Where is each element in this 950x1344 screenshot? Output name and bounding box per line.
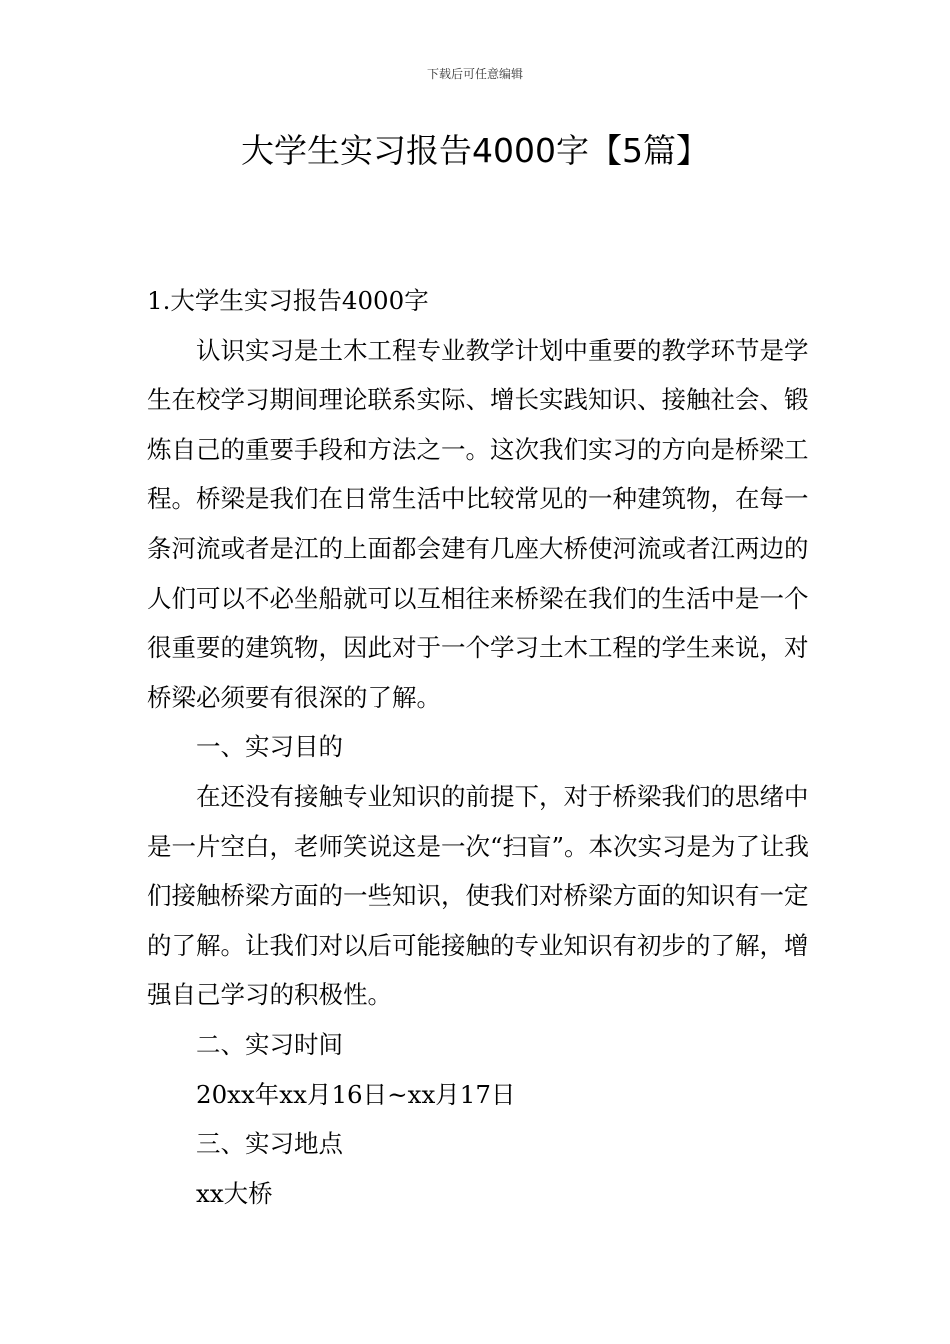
header-note: 下载后可任意编辑 bbox=[426, 67, 523, 81]
intro-paragraph: 认识实习是土木工程专业教学计划中重要的教学环节是学生在校学习期间理论联系实际、增长实践知识、接触社会、锻炼自己的重要手段和方法之一。这次我们实习的方向是桥梁工程。桥梁是我们在日常生活中比较常见的一种建筑物，在每一条河流或者是江的上面都会建有几座大桥使河流或者江两边的人们可以不必坐船就可以互相往来桥梁在我们的生活中是一个很重要的建筑物，因此对于一个学习土木工程的学生来说，对桥梁必须要有很深的了解。 bbox=[147, 335, 809, 712]
purpose-heading: 一、实习目的 bbox=[196, 732, 343, 762]
article-heading: 1.大学生实习报告4000字 bbox=[147, 286, 429, 315]
document-title: 大学生实习报告4000字【5篇】 bbox=[241, 131, 709, 170]
time-value: 20xx年xx月16日~xx月17日 bbox=[196, 1079, 516, 1109]
time-heading: 二、实习时间 bbox=[196, 1029, 343, 1059]
location-heading: 三、实习地点 bbox=[196, 1129, 343, 1159]
document-body bbox=[147, 276, 812, 1218]
purpose-paragraph: 在还没有接触专业知识的前提下，对于桥梁我们的思绪中是一片空白，老师笑说这是一次“扫盲”。本次实习是为了让我们接触桥梁方面的一些知识，使我们对桥梁方面的知识有一定的了解。让我们对以后可能接触的专业知识有初步的了解，增强自己学习的积极性。 bbox=[147, 781, 810, 1010]
location-value: xx大桥 bbox=[196, 1178, 273, 1208]
